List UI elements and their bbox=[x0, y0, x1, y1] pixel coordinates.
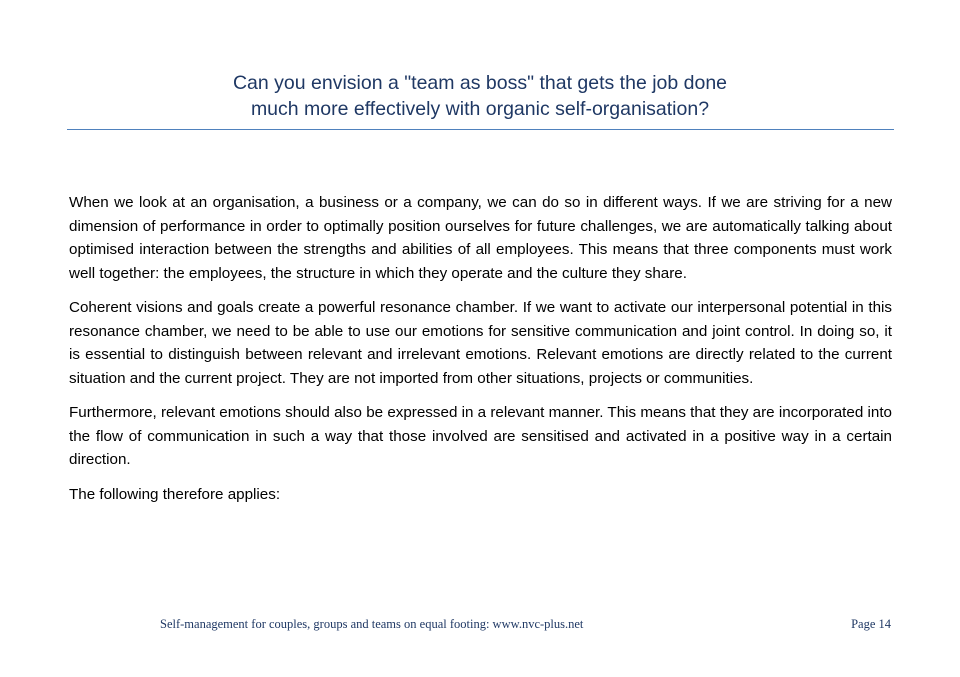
page-number: Page 14 bbox=[851, 617, 891, 631]
paragraph-3: Furthermore, relevant emotions should also be expressed in a relevant manner. This means that they are incorporated into the flow of communication in such a way that those involved are sensitised and activated in a positive way in a certain direction. bbox=[69, 404, 892, 468]
paragraph-4: The following therefore applies: bbox=[69, 485, 281, 503]
paragraph-2: Coherent visions and goals create a powerful resonance chamber. If we want to activate our interpersonal potential in this resonance chamber, we need to be able to use our emotions for sensitive communication and joint control. In doing so, it is essential to distinguish between relevant and irrelevant emotions. Relevant emotions are directly related to the current situation and the current project. They are not imported from other situations, projects or communities. bbox=[69, 299, 892, 387]
page-title-line-2: much more effectively with organic self-organisation? bbox=[250, 98, 710, 120]
page-title bbox=[67, 70, 893, 122]
body-text bbox=[69, 191, 892, 517]
footer-text: Self-management for couples, groups and teams on equal footing: www.nvc-plus.net bbox=[160, 617, 584, 631]
paragraph-1: When we look at an organisation, a business or a company, we can do so in different ways. If we are striving for a new dimension of performance in order to optimally position ourselves for future challenges, we are automatically talking about optimised interaction between the strengths and abilities of all employees. This means that three components must work well together: the employees, the structure in which they operate and the culture they share. bbox=[69, 194, 892, 282]
title-divider bbox=[67, 129, 894, 130]
page-title-line-1: Can you envision a "team as boss" that gets the job done bbox=[232, 72, 728, 94]
